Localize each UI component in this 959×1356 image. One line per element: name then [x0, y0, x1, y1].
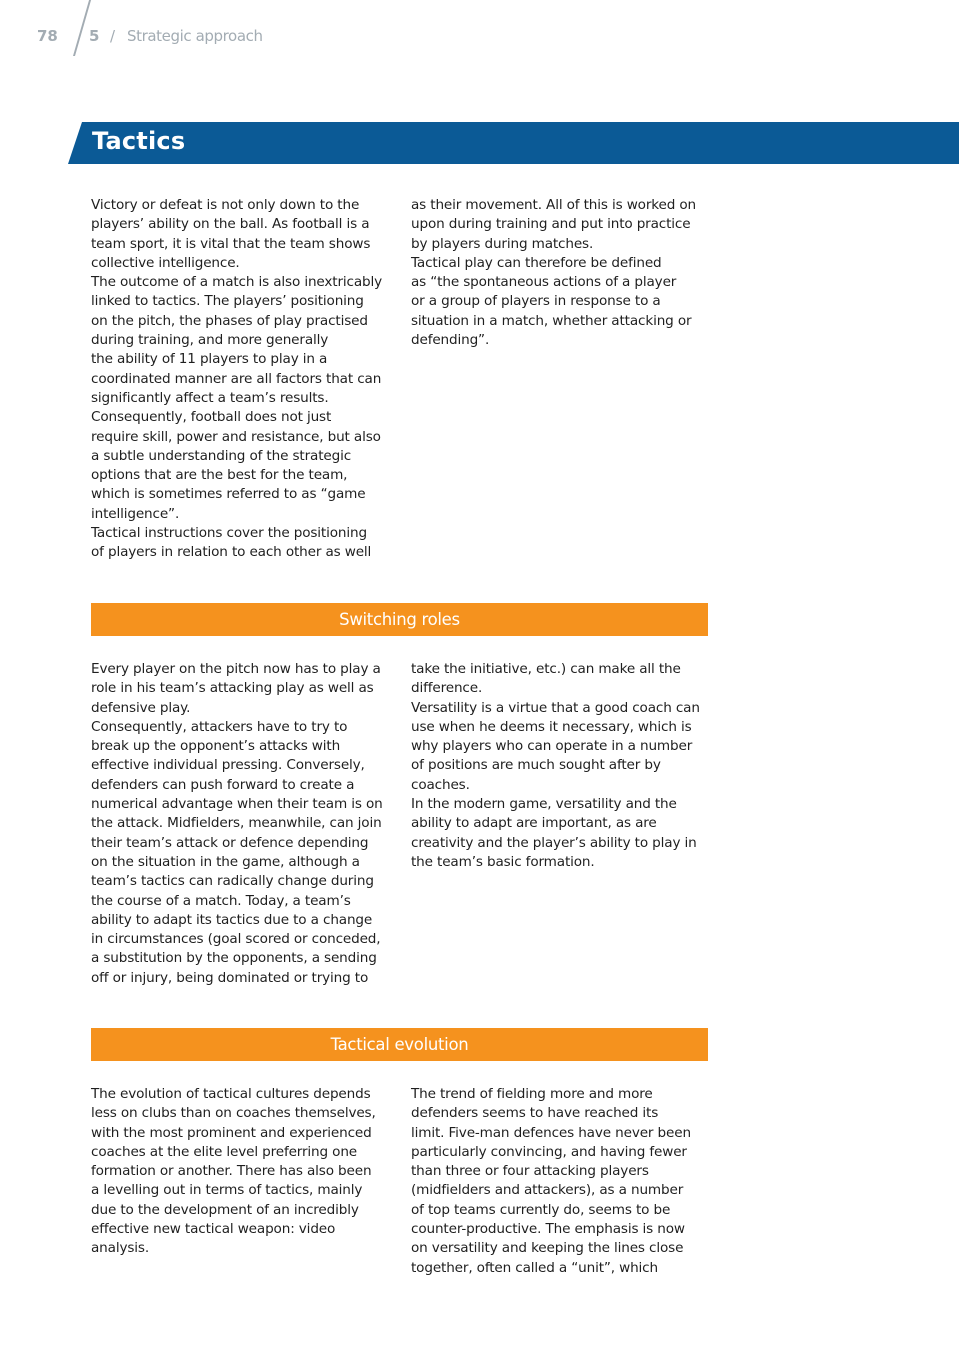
- text-line: creativity and the player’s ability to play in: [411, 834, 697, 851]
- text-line: during training, and more generally: [91, 332, 329, 349]
- text-line: the attack. Midfielders, meanwhile, can join: [91, 815, 382, 832]
- text-line: than three or four attacking players: [411, 1163, 649, 1180]
- text-line: Tactical play can therefore be defined: [411, 254, 662, 271]
- tactical-evolution-left-column: [91, 1085, 401, 1259]
- text-line: a subtle understanding of the strategic: [91, 447, 352, 464]
- section-heading-switching-roles: Switching roles: [91, 603, 708, 636]
- title-banner: [68, 122, 959, 164]
- text-line: numerical advantage when their team is on: [91, 796, 383, 813]
- text-line: team sport, it is vital that the team shows: [91, 235, 371, 252]
- text-line: situation in a match, whether attacking or: [411, 312, 692, 329]
- text-line: their team’s attack or defence depending: [91, 834, 369, 851]
- text-line: In the modern game, versatility and the: [411, 796, 677, 813]
- text-line: collective intelligence.: [91, 254, 240, 271]
- text-line: linked to tactics. The players’ positioning: [91, 293, 364, 310]
- text-line: of top teams currently do, seems to be: [411, 1201, 671, 1218]
- text-line: due to the development of an incredibly: [91, 1201, 359, 1218]
- text-line: Every player on the pitch now has to play a: [91, 661, 381, 677]
- text-line: require skill, power and resistance, but also: [91, 428, 381, 445]
- text-line: coaches at the elite level preferring one: [91, 1143, 358, 1160]
- text-line: as “the spontaneous actions of a player: [411, 274, 677, 291]
- text-line: analysis.: [91, 1240, 150, 1257]
- text-line: role in his team’s attacking play as well as: [91, 680, 374, 697]
- intro-right-column: [411, 196, 721, 350]
- text-line: significantly affect a team’s results.: [91, 389, 329, 406]
- text-line: defensive play.: [91, 699, 191, 716]
- text-line: which is sometimes referred to as “game: [91, 486, 366, 503]
- text-line: or a group of players in response to a: [411, 293, 661, 310]
- text-line: less on clubs than on coaches themselves,: [91, 1105, 376, 1122]
- text-line: of positions are much sought after by: [411, 757, 661, 774]
- text-line: the ability of 11 players to play in a: [91, 351, 328, 368]
- text-line: the course of a match. Today, a team’s: [91, 892, 351, 909]
- text-line: in circumstances (goal scored or conceded,: [91, 931, 381, 948]
- text-line: effective individual pressing. Conversely,: [91, 757, 365, 774]
- text-line: ability to adapt its tactics due to a change: [91, 911, 373, 928]
- text-line: Tactical instructions cover the positioning: [91, 525, 367, 542]
- text-line: of players in relation to each other as well: [91, 544, 372, 561]
- text-line: options that are the best for the team,: [91, 467, 348, 484]
- text-line: why players who can operate in a number: [411, 738, 693, 755]
- text-line: effective new tactical weapon: video: [91, 1221, 336, 1238]
- text-line: (midfielders and attackers), as a number: [411, 1182, 684, 1199]
- text-line: defenders seems to have reached its: [411, 1105, 659, 1122]
- text-line: Victory or defeat is not only down to the: [91, 197, 360, 213]
- text-line: counter-productive. The emphasis is now: [411, 1221, 685, 1238]
- text-line: together, often called a “unit”, which: [411, 1259, 658, 1276]
- chapter-number: 5: [89, 27, 100, 45]
- text-line: ability to adapt are important, as are: [411, 815, 657, 832]
- text-line: particularly convincing, and having fewer: [411, 1143, 687, 1160]
- text-line: Consequently, football does not just: [91, 409, 332, 426]
- section-heading-tactical-evolution: Tactical evolution: [91, 1028, 708, 1061]
- text-line: The trend of fielding more and more: [411, 1086, 653, 1102]
- text-line: coordinated manner are all factors that can: [91, 370, 382, 387]
- page-number: 78: [37, 27, 58, 45]
- text-line: upon during training and put into practice: [411, 216, 691, 233]
- text-line: the team’s basic formation.: [411, 853, 595, 870]
- text-line: on the situation in the game, although a: [91, 853, 360, 870]
- text-line: off or injury, being dominated or trying to: [91, 969, 369, 986]
- text-line: on the pitch, the phases of play practised: [91, 312, 368, 329]
- text-line: Versatility is a virtue that a good coach can: [411, 699, 700, 716]
- text-line: The evolution of tactical cultures depends: [91, 1086, 371, 1102]
- switching-roles-right-column: [411, 660, 721, 872]
- text-line: defending”.: [411, 332, 490, 349]
- text-line: break up the opponent’s attacks with: [91, 738, 341, 755]
- text-line: on versatility and keeping the lines close: [411, 1240, 684, 1257]
- text-line: intelligence”.: [91, 505, 180, 522]
- text-line: The outcome of a match is also inextricably: [91, 274, 383, 291]
- text-line: by players during matches.: [411, 235, 594, 252]
- text-line: formation or another. There has also been: [91, 1163, 372, 1180]
- text-line: limit. Five-man defences have never been: [411, 1124, 691, 1141]
- header-separator: /: [110, 27, 116, 45]
- text-line: a substitution by the opponents, a sending: [91, 950, 377, 967]
- section-title: Strategic approach: [127, 27, 263, 45]
- text-line: a levelling out in terms of tactics, mainly: [91, 1182, 363, 1199]
- page-title: Tactics: [92, 127, 186, 155]
- text-line: team’s tactics can radically change during: [91, 873, 374, 890]
- switching-roles-left-column: [91, 660, 401, 988]
- text-line: use when he deems it necessary, which is: [411, 718, 692, 735]
- tactical-evolution-right-column: [411, 1085, 721, 1278]
- text-line: coaches.: [411, 776, 470, 793]
- text-line: Consequently, attackers have to try to: [91, 718, 348, 735]
- text-line: defenders can push forward to create a: [91, 776, 355, 793]
- text-line: as their movement. All of this is worked on: [411, 197, 696, 213]
- intro-left-column: [91, 196, 401, 563]
- text-line: with the most prominent and experienced: [91, 1124, 372, 1141]
- text-line: take the initiative, etc.) can make all the: [411, 661, 681, 677]
- text-line: difference.: [411, 680, 483, 697]
- text-line: players’ ability on the ball. As football is a: [91, 216, 370, 233]
